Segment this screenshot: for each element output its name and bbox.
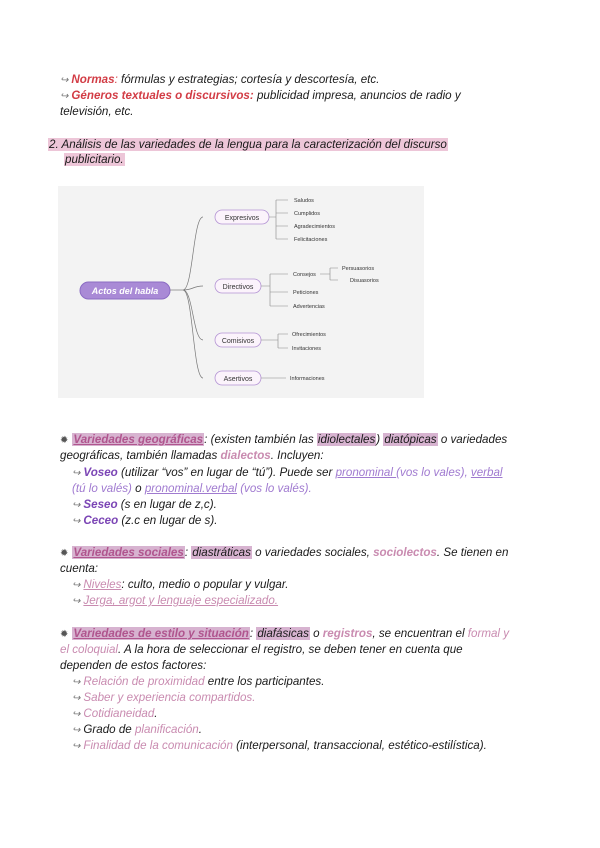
section2-heading xyxy=(48,137,448,152)
bullet-icon: ✹ xyxy=(60,548,69,559)
consejos-label: Consejos xyxy=(293,272,316,278)
soc-line1 xyxy=(60,545,508,561)
arrow-icon: ↪ xyxy=(72,677,81,688)
geo-text: : (existen también las xyxy=(204,433,317,446)
soc-title: Variedades sociales xyxy=(73,546,184,559)
est-text: . A la hora de seleccionar el registro, se deben tener en cuenta que xyxy=(118,643,463,656)
arrow-icon: ↪ xyxy=(72,725,81,736)
niveles-text: : culto, medio o popular y vulgar. xyxy=(121,578,289,591)
factor-4 xyxy=(72,722,202,738)
exp-item-1: Cumplidos xyxy=(294,211,320,217)
exp-item-3: Felicitaciones xyxy=(294,237,328,243)
arrow-icon: ↪ xyxy=(72,741,81,752)
factor-4-term: planificación xyxy=(134,723,199,736)
arrow-icon: ↪ xyxy=(72,580,81,591)
geo-line1 xyxy=(60,432,507,448)
geo-text: geográficas, también llamadas xyxy=(60,449,221,462)
soc-text: . Se tienen en xyxy=(436,546,509,559)
factor-3-term: Cotidianeidad xyxy=(83,707,155,720)
diafasicas-term: diafásicas xyxy=(257,627,309,640)
factor-2-term: Saber y experiencia compartidos. xyxy=(83,691,256,704)
factor-1-text: entre los participantes. xyxy=(204,675,325,688)
jerga-line xyxy=(72,593,278,609)
niveles-term: Niveles xyxy=(83,578,122,591)
factor-5 xyxy=(72,738,487,754)
coloquial-term: el coloquial xyxy=(60,643,119,656)
speech-acts-diagram xyxy=(58,186,424,398)
formal-term: formal y xyxy=(467,627,510,640)
est-text: , se encuentran el xyxy=(372,627,468,640)
comisivos-label: Comisivos xyxy=(221,338,255,345)
pronominal-term: pronominal xyxy=(335,466,397,479)
generos-text: publicidad impresa, anuncios de radio y xyxy=(253,89,461,102)
seseo-line xyxy=(72,497,217,513)
arrow-icon: ↪ xyxy=(72,468,81,479)
generos-label: Géneros textuales o discursivos: xyxy=(71,89,254,102)
verbal-term: verbal xyxy=(470,466,503,479)
section2-heading-cont xyxy=(64,152,125,167)
generos-line xyxy=(60,88,461,104)
arrow-icon: ↪ xyxy=(72,516,81,527)
est-line3: dependen de estos factores: xyxy=(60,659,207,672)
bullet-icon: ✹ xyxy=(60,629,69,640)
factor-3 xyxy=(72,706,158,722)
peticiones-label: Peticiones xyxy=(293,290,319,296)
soc-line2: cuenta: xyxy=(60,562,99,575)
factor-5-term: Finalidad de la comunicación xyxy=(83,739,233,752)
consejo-item-1: Disuasorios xyxy=(350,278,379,284)
ceceo-term: Ceceo xyxy=(83,514,119,527)
registros-term: registros xyxy=(322,627,373,640)
com-item-0: Ofrecimientos xyxy=(292,332,326,338)
directivos-label: Directivos xyxy=(222,284,254,291)
niveles-line xyxy=(72,577,289,593)
arrow-icon: ↪ xyxy=(72,596,81,607)
est-text: o xyxy=(309,627,323,640)
expresivos-label: Expresivos xyxy=(224,215,260,222)
sociolectos-term: sociolectos xyxy=(373,546,437,559)
generos-text-cont: televisión, etc. xyxy=(60,105,134,118)
arrow-icon: ↪ xyxy=(72,709,81,720)
ceceo-text: (z.c en lugar de s). xyxy=(118,514,218,527)
est-text: : xyxy=(249,627,257,640)
normas-line: ↪ Normas: fórmulas y estrategias; cortesía y descortesía, etc. xyxy=(60,73,380,86)
factor-2 xyxy=(72,690,255,706)
voseo-text: (utilizar “vos” en lugar de “tú”). Puede ser xyxy=(117,466,336,479)
pronominal-verbal-example: (vos lo valés). xyxy=(236,482,312,495)
com-item-1: Invitaciones xyxy=(292,346,322,352)
voseo-line2 xyxy=(72,481,312,496)
seseo-text: (s en lugar de z,c). xyxy=(117,498,217,511)
section2-line1: 2. Análisis de las variedades de la lengua para la caracterización del discurso xyxy=(49,138,447,151)
idiolectales-term: idiolectales xyxy=(317,433,376,446)
arrow-icon: ↪ xyxy=(60,91,69,102)
voseo-term: Voseo xyxy=(83,466,118,479)
asertivos-label: Asertivos xyxy=(223,376,253,383)
geo-text: o variedades xyxy=(437,433,508,446)
factor-5-text: (interpersonal, transaccional, estético-estilística). xyxy=(232,739,487,752)
factor-3-text: . xyxy=(154,707,158,720)
est-line2 xyxy=(60,642,463,657)
pronominal-example: (vos lo vales), xyxy=(396,466,468,479)
root-label: Actos del habla xyxy=(91,286,159,296)
factor-4-text: Grado de xyxy=(83,723,135,736)
soc-text: o variedades sociales, xyxy=(251,546,374,559)
voseo-line xyxy=(72,465,502,481)
ceceo-line xyxy=(72,513,217,529)
arrow-icon: ↪ xyxy=(60,75,69,86)
diastraticas-term: diastráticas xyxy=(192,546,251,559)
pronominal-verbal-term: pronominal.verbal xyxy=(144,482,237,495)
geo-text: . Incluyen: xyxy=(270,449,324,462)
geo-title: Variedades geográficas xyxy=(73,433,204,446)
normas-text: fórmulas y estrategias; cortesía y descortesía, etc. xyxy=(117,73,380,86)
geo-text: o xyxy=(131,482,145,495)
exp-item-2: Agradecimientos xyxy=(294,224,335,230)
arrow-icon: ↪ xyxy=(72,693,81,704)
bullet-icon: ✹ xyxy=(60,435,69,446)
informaciones-label: Informaciones xyxy=(290,376,325,382)
verbal-example: (tú lo valés) xyxy=(72,482,132,495)
arrow-icon: ↪ xyxy=(72,500,81,511)
soc-text: : xyxy=(184,546,192,559)
est-line1 xyxy=(60,626,509,642)
exp-item-0: Saludos xyxy=(294,198,314,204)
jerga-term: Jerga, argot y lenguaje especializado. xyxy=(83,594,279,607)
section2-line2: publicitario. xyxy=(65,153,124,166)
factor-1 xyxy=(72,674,324,690)
dialectos-term: dialectos xyxy=(220,449,271,462)
advertencias-label: Advertencias xyxy=(293,304,325,310)
diatopicas-term: diatópicas xyxy=(384,433,437,446)
factor-4-text: . xyxy=(198,723,202,736)
factor-1-term: Relación de proximidad xyxy=(83,675,205,688)
geo-line2 xyxy=(60,448,324,463)
geo-text: ) xyxy=(376,433,384,446)
diagram-svg xyxy=(58,186,424,398)
est-title: Variedades de estilo y situación xyxy=(73,627,249,640)
seseo-term: Seseo xyxy=(83,498,118,511)
consejo-item-0: Persuasorios xyxy=(342,266,375,272)
normas-label: Normas xyxy=(71,73,115,86)
